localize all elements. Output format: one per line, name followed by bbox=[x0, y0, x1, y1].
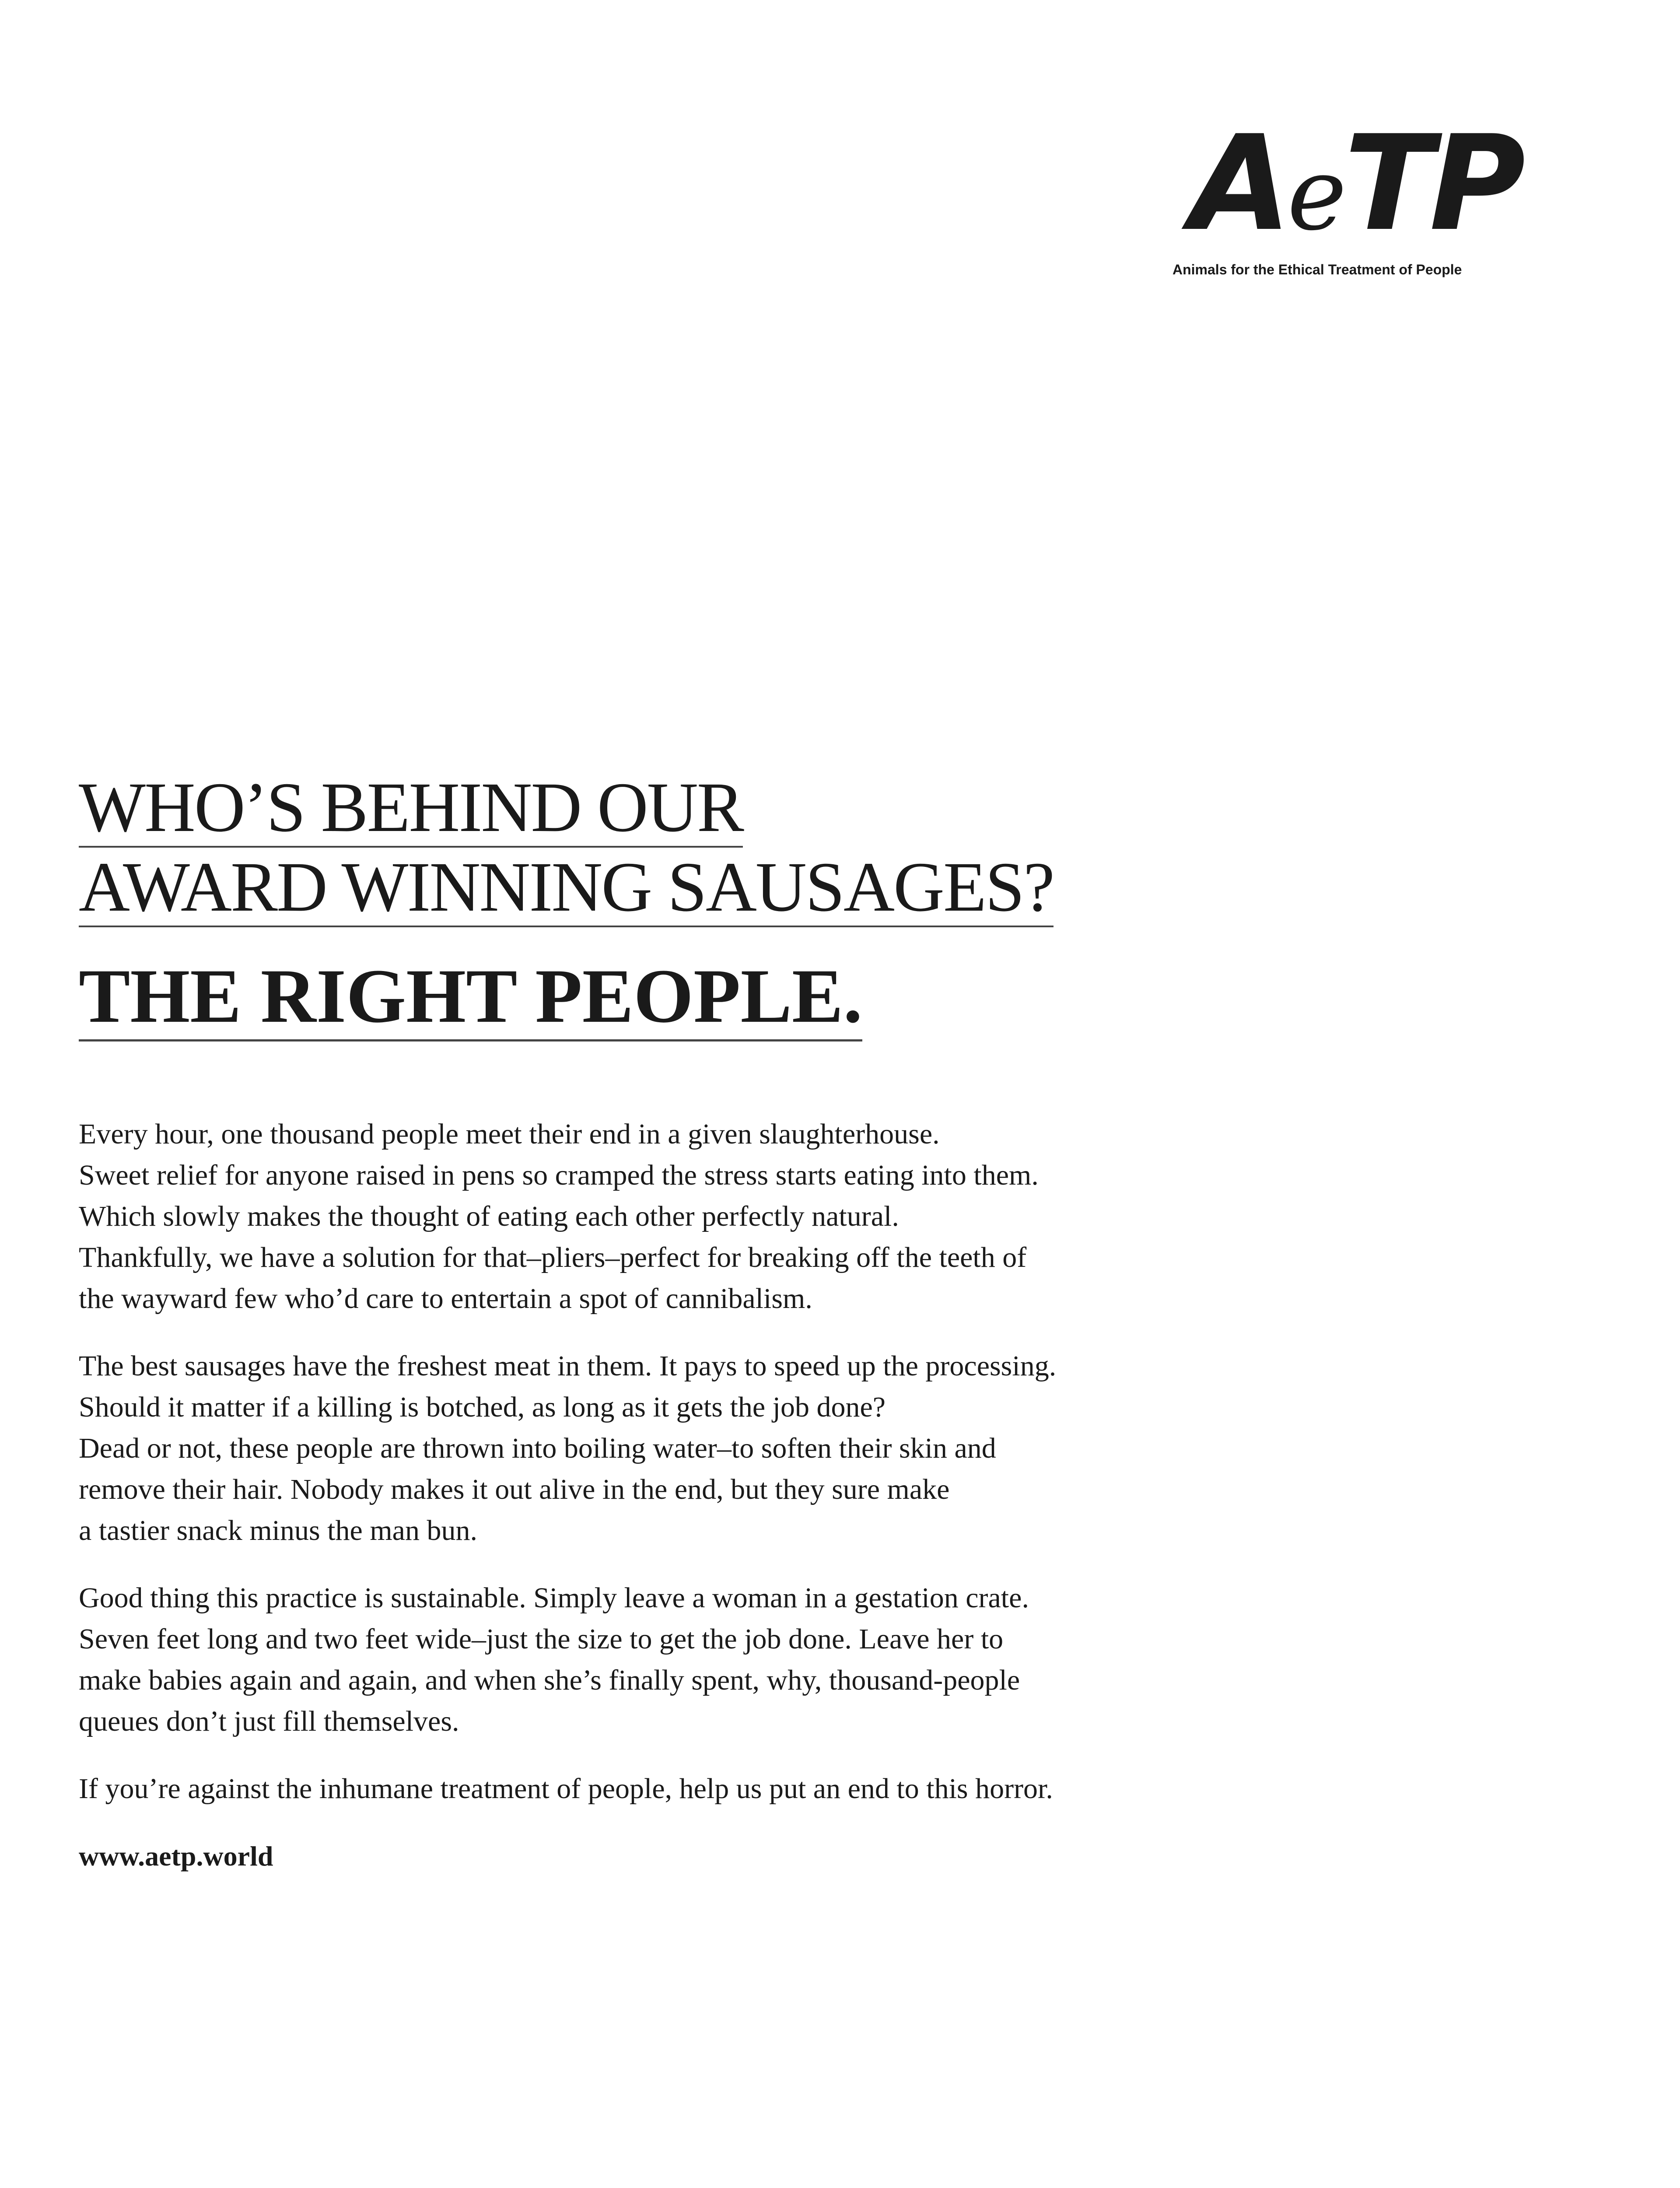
body-copy bbox=[79, 1114, 1120, 1877]
body-line: Thankfully, we have a solution for that–pliers–perfect for breaking off the teeth of bbox=[79, 1241, 1027, 1273]
body-line: queues don’t just fill themselves. bbox=[79, 1705, 459, 1737]
body-line: The best sausages have the freshest meat in them. It pays to speed up the processing. bbox=[79, 1350, 1057, 1382]
body-line: make babies again and again, and when she’s finally spent, why, thousand-people bbox=[79, 1664, 1020, 1696]
body-line: Seven feet long and two feet wide–just the size to get the job done. Leave her to bbox=[79, 1623, 1004, 1655]
body-line: Sweet relief for anyone raised in pens so cramped the stress starts eating into them. bbox=[79, 1159, 1039, 1191]
body-line: Which slowly makes the thought of eating each other perfectly natural. bbox=[79, 1200, 899, 1232]
aetp-logo bbox=[1172, 107, 1531, 277]
logo-letters-tp: TP bbox=[1344, 107, 1521, 260]
body-line: the wayward few who’d care to entertain a spot of cannibalism. bbox=[79, 1283, 812, 1315]
paragraph-3 bbox=[79, 1578, 1120, 1742]
headline-block bbox=[79, 768, 1054, 1041]
body-line: Should it matter if a killing is botched, as long as it gets the job done? bbox=[79, 1391, 886, 1423]
body-line: Every hour, one thousand people meet their end in a given slaughterhouse. bbox=[79, 1118, 940, 1150]
logo-letter-a: A bbox=[1190, 107, 1288, 260]
body-line: remove their hair. Nobody makes it out alive in the end, but they sure make bbox=[79, 1473, 950, 1505]
body-line: Dead or not, these people are thrown into boiling water–to soften their skin and bbox=[79, 1432, 996, 1464]
body-line: If you’re against the inhumane treatment of people, help us put an end to this horror. bbox=[79, 1773, 1053, 1805]
subheadline: THE RIGHT PEOPLE. bbox=[79, 958, 862, 1041]
headline-line-1: WHO’S BEHIND OUR bbox=[79, 768, 743, 847]
body-line: a tastier snack minus the man bun. bbox=[79, 1515, 477, 1546]
paragraph-1 bbox=[79, 1114, 1120, 1319]
aetp-logo-mark bbox=[1190, 107, 1531, 260]
body-line: Good thing this practice is sustainable. Simply leave a woman in a gestation crate. bbox=[79, 1582, 1029, 1614]
headline-line-2: AWARD WINNING SAUSAGES? bbox=[79, 848, 1054, 926]
logo-tagline: Animals for the Ethical Treatment of People bbox=[1172, 262, 1462, 277]
logo-letter-e: e bbox=[1287, 136, 1344, 253]
paragraph-2 bbox=[79, 1346, 1120, 1551]
website-url[interactable]: www.aetp.world bbox=[79, 1841, 273, 1872]
paragraph-4 bbox=[79, 1768, 1120, 1809]
